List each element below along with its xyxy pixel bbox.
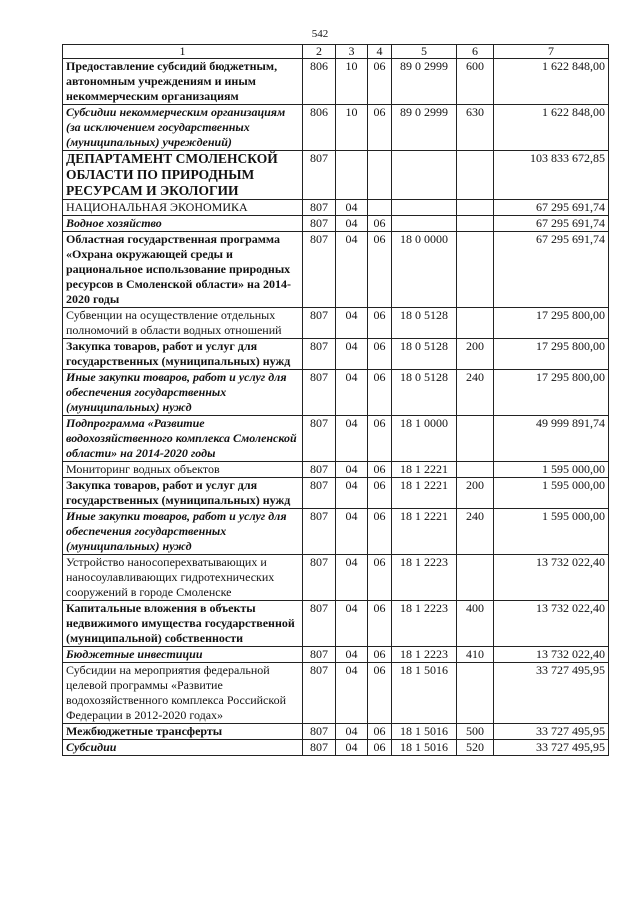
row-name: ДЕПАРТАМЕНТ СМОЛЕНСКОЙ ОБЛАСТИ ПО ПРИРОДНЫМ РЕСУРСАМ И ЭКОЛОГИИ	[63, 151, 303, 200]
row-ved: 807	[303, 200, 336, 216]
table-row	[63, 308, 609, 339]
row-expense-type	[457, 151, 494, 200]
table-row	[63, 59, 609, 105]
row-subsection: 06	[368, 647, 392, 663]
row-section: 04	[336, 478, 368, 509]
row-amount: 49 999 891,74	[494, 416, 609, 462]
row-amount: 33 727 495,95	[494, 724, 609, 740]
row-expense-type: 400	[457, 601, 494, 647]
row-ved: 807	[303, 555, 336, 601]
row-target-article: 18 1 5016	[392, 663, 457, 724]
row-amount: 13 732 022,40	[494, 647, 609, 663]
row-target-article	[392, 151, 457, 200]
row-expense-type: 240	[457, 370, 494, 416]
row-expense-type	[457, 308, 494, 339]
row-section: 04	[336, 663, 368, 724]
row-ved: 807	[303, 308, 336, 339]
row-section: 04	[336, 740, 368, 756]
row-expense-type: 200	[457, 478, 494, 509]
row-amount: 33 727 495,95	[494, 663, 609, 724]
row-subsection: 06	[368, 740, 392, 756]
row-name: Капитальные вложения в объекты недвижимого имущества государственной (муниципальной) собственности	[63, 601, 303, 647]
row-name: Бюджетные инвестиции	[63, 647, 303, 663]
row-target-article	[392, 200, 457, 216]
row-ved: 807	[303, 216, 336, 232]
row-section: 04	[336, 509, 368, 555]
row-expense-type	[457, 216, 494, 232]
row-name: Закупка товаров, работ и услуг для государственных (муниципальных) нужд	[63, 339, 303, 370]
row-subsection: 06	[368, 724, 392, 740]
row-name: Субсидии	[63, 740, 303, 756]
row-name: Предоставление субсидий бюджетным, автономным учреждениям и иным некоммерческим организациям	[63, 59, 303, 105]
row-target-article: 18 0 0000	[392, 232, 457, 308]
row-section: 04	[336, 647, 368, 663]
row-name: Межбюджетные трансферты	[63, 724, 303, 740]
row-subsection: 06	[368, 232, 392, 308]
table-row	[63, 462, 609, 478]
row-section	[336, 151, 368, 200]
row-subsection	[368, 200, 392, 216]
row-ved: 807	[303, 509, 336, 555]
row-subsection: 06	[368, 555, 392, 601]
table-row	[63, 200, 609, 216]
table-row	[63, 647, 609, 663]
row-expense-type	[457, 232, 494, 308]
row-ved: 807	[303, 663, 336, 724]
row-subsection: 06	[368, 416, 392, 462]
row-expense-type: 630	[457, 105, 494, 151]
row-name: Водное хозяйство	[63, 216, 303, 232]
row-ved: 807	[303, 151, 336, 200]
row-subsection: 06	[368, 370, 392, 416]
row-expense-type: 410	[457, 647, 494, 663]
row-subsection: 06	[368, 339, 392, 370]
row-expense-type	[457, 663, 494, 724]
row-name: Подпрограмма «Развитие водохозяйственного комплекса Смоленской области» на 2014-2020 годы	[63, 416, 303, 462]
table-row	[63, 740, 609, 756]
row-amount: 17 295 800,00	[494, 339, 609, 370]
row-expense-type: 500	[457, 724, 494, 740]
row-ved: 807	[303, 339, 336, 370]
row-target-article: 18 1 0000	[392, 416, 457, 462]
row-target-article: 18 1 2221	[392, 509, 457, 555]
table-row	[63, 724, 609, 740]
row-section: 04	[336, 200, 368, 216]
row-section: 04	[336, 555, 368, 601]
row-amount: 17 295 800,00	[494, 370, 609, 416]
table-row	[63, 478, 609, 509]
row-expense-type: 600	[457, 59, 494, 105]
row-amount: 1 622 848,00	[494, 105, 609, 151]
row-target-article: 89 0 2999	[392, 105, 457, 151]
row-expense-type: 520	[457, 740, 494, 756]
row-section: 10	[336, 105, 368, 151]
row-subsection: 06	[368, 216, 392, 232]
row-ved: 807	[303, 462, 336, 478]
row-name: Иные закупки товаров, работ и услуг для обеспечения государственных (муниципальных) нужд	[63, 509, 303, 555]
header-row	[63, 45, 609, 59]
row-ved: 807	[303, 370, 336, 416]
row-subsection	[368, 151, 392, 200]
row-section: 04	[336, 232, 368, 308]
row-target-article: 18 0 5128	[392, 308, 457, 339]
row-amount: 67 295 691,74	[494, 232, 609, 308]
row-name: НАЦИОНАЛЬНАЯ ЭКОНОМИКА	[63, 200, 303, 216]
row-target-article: 18 1 2221	[392, 478, 457, 509]
row-target-article: 18 0 5128	[392, 339, 457, 370]
row-subsection: 06	[368, 308, 392, 339]
row-target-article: 18 1 5016	[392, 724, 457, 740]
row-amount: 33 727 495,95	[494, 740, 609, 756]
row-target-article: 18 1 2223	[392, 601, 457, 647]
row-target-article: 89 0 2999	[392, 59, 457, 105]
row-amount: 17 295 800,00	[494, 308, 609, 339]
row-subsection: 06	[368, 478, 392, 509]
table-row	[63, 555, 609, 601]
row-expense-type	[457, 200, 494, 216]
row-section: 04	[336, 462, 368, 478]
table-row	[63, 370, 609, 416]
row-expense-type: 200	[457, 339, 494, 370]
row-ved: 806	[303, 105, 336, 151]
row-name: Субвенции на осуществление отдельных полномочий в области водных отношений	[63, 308, 303, 339]
row-amount: 1 595 000,00	[494, 509, 609, 555]
row-ved: 807	[303, 478, 336, 509]
table-row	[63, 601, 609, 647]
column-header: 6	[457, 45, 494, 59]
row-name: Устройство наносоперехватывающих и наносоулавливающих гидротехнических сооружений в городе Смоленске	[63, 555, 303, 601]
row-ved: 807	[303, 724, 336, 740]
budget-table	[62, 44, 609, 756]
table-row	[63, 509, 609, 555]
table-row	[63, 105, 609, 151]
row-section: 04	[336, 216, 368, 232]
row-section: 04	[336, 416, 368, 462]
table-row	[63, 416, 609, 462]
column-header: 1	[63, 45, 303, 59]
row-section: 04	[336, 724, 368, 740]
row-amount: 13 732 022,40	[494, 555, 609, 601]
row-section: 04	[336, 308, 368, 339]
row-section: 04	[336, 370, 368, 416]
table-row	[63, 663, 609, 724]
column-header: 7	[494, 45, 609, 59]
row-name: Субсидии на мероприятия федеральной целевой программы «Развитие водохозяйственного комплекса Российской Федерации в 2012-2020 годах»	[63, 663, 303, 724]
table-row	[63, 151, 609, 200]
row-ved: 807	[303, 740, 336, 756]
row-target-article: 18 1 2221	[392, 462, 457, 478]
row-target-article: 18 1 5016	[392, 740, 457, 756]
row-subsection: 06	[368, 601, 392, 647]
row-amount: 67 295 691,74	[494, 216, 609, 232]
row-ved: 807	[303, 647, 336, 663]
row-expense-type: 240	[457, 509, 494, 555]
table-row	[63, 216, 609, 232]
row-ved: 806	[303, 59, 336, 105]
row-section: 04	[336, 339, 368, 370]
row-target-article: 18 1 2223	[392, 647, 457, 663]
row-name: Иные закупки товаров, работ и услуг для обеспечения государственных (муниципальных) нужд	[63, 370, 303, 416]
row-amount: 103 833 672,85	[494, 151, 609, 200]
row-amount: 67 295 691,74	[494, 200, 609, 216]
column-header: 4	[368, 45, 392, 59]
row-expense-type	[457, 462, 494, 478]
row-subsection: 06	[368, 59, 392, 105]
column-header: 5	[392, 45, 457, 59]
row-target-article	[392, 216, 457, 232]
row-name: Мониторинг водных объектов	[63, 462, 303, 478]
column-header: 2	[303, 45, 336, 59]
table-row	[63, 339, 609, 370]
row-amount: 13 732 022,40	[494, 601, 609, 647]
column-header: 3	[336, 45, 368, 59]
row-target-article: 18 1 2223	[392, 555, 457, 601]
table-body	[63, 59, 609, 756]
row-name: Закупка товаров, работ и услуг для государственных (муниципальных) нужд	[63, 478, 303, 509]
row-subsection: 06	[368, 663, 392, 724]
row-expense-type	[457, 555, 494, 601]
row-name: Субсидии некоммерческим организациям (за исключением государственных (муниципальных) учреждений)	[63, 105, 303, 151]
row-expense-type	[457, 416, 494, 462]
row-subsection: 06	[368, 105, 392, 151]
row-section: 04	[336, 601, 368, 647]
row-ved: 807	[303, 601, 336, 647]
row-amount: 1 595 000,00	[494, 462, 609, 478]
table-row	[63, 232, 609, 308]
row-ved: 807	[303, 416, 336, 462]
row-section: 10	[336, 59, 368, 105]
row-amount: 1 622 848,00	[494, 59, 609, 105]
row-target-article: 18 0 5128	[392, 370, 457, 416]
row-subsection: 06	[368, 462, 392, 478]
row-name: Областная государственная программа «Охрана окружающей среды и рациональное использование природных ресурсов в Смоленской области» на 2014-2020 годы	[63, 232, 303, 308]
page-number: 542	[311, 28, 329, 40]
row-subsection: 06	[368, 509, 392, 555]
row-ved: 807	[303, 232, 336, 308]
row-amount: 1 595 000,00	[494, 478, 609, 509]
